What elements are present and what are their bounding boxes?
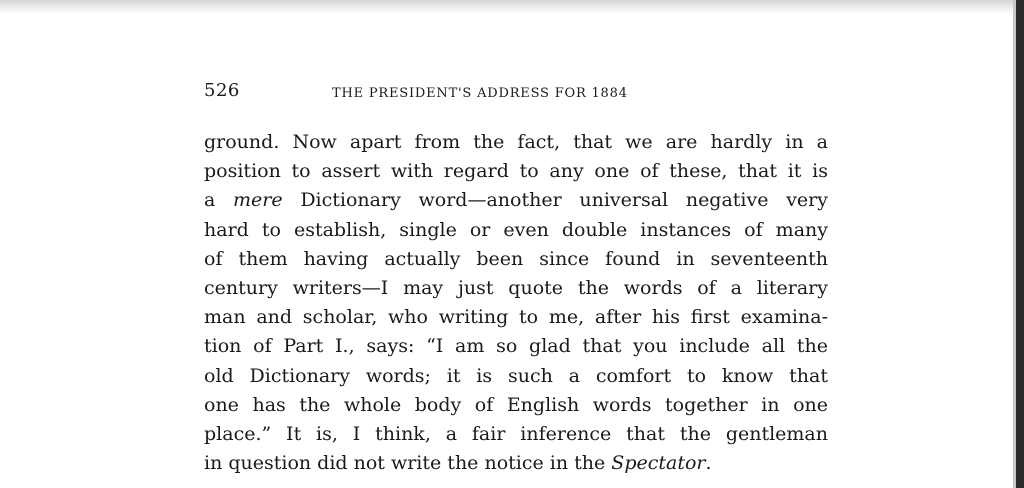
text-line (204, 449, 828, 478)
body-text (204, 128, 828, 478)
text-line: hard to establish, single or even double instances of many (204, 218, 828, 241)
text-line: ground. Now apart from the fact, that we are hardly in a (204, 131, 828, 153)
text-line: place.” It is, I think, a fair inference that the gentleman (204, 422, 828, 445)
text-line: one has the whole body of English words together in one (204, 393, 828, 416)
text-line: of them having actually been since found in seventeenth (204, 247, 828, 270)
text-run: Dictionary word—another universal negative very (282, 189, 828, 212)
italic-text: mere (233, 189, 283, 212)
text-line: position to assert with regard to any one of these, that it is (204, 160, 828, 183)
text-run: a (204, 189, 234, 212)
text-line: old Dictionary words; it is such a comfort to know that (204, 364, 828, 387)
text-run: . (705, 452, 712, 475)
running-head: THE PRESIDENT'S ADDRESS FOR 1884 (332, 86, 628, 101)
page-number: 526 (204, 80, 240, 101)
italic-text: Spectator (611, 452, 706, 475)
text-line: century writers—I may just quote the words of a literary (204, 276, 828, 299)
text-run: in question did not write the notice in the (204, 452, 612, 475)
text-line: tion of Part I., says: “I am so glad that you include all the (204, 335, 828, 358)
text-line (204, 186, 828, 215)
vertical-scrollbar[interactable] (1016, 0, 1024, 488)
text-line: man and scholar, who writing to me, after his first examina- (204, 306, 828, 329)
